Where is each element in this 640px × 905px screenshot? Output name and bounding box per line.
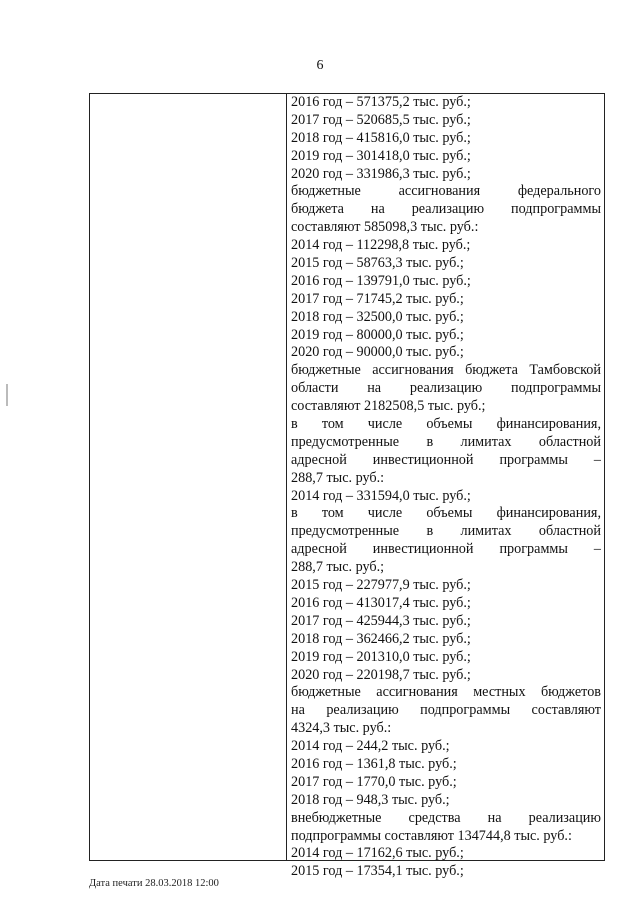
text-line: предусмотренные в лимитах областной — [291, 433, 601, 450]
text-line: 2020 год – 90000,0 тыс. руб.; — [291, 344, 464, 361]
text-line: бюджетные ассигнования бюджета Тамбовской — [291, 362, 601, 379]
text-line: бюджетные ассигнования местных бюджетов — [291, 684, 601, 701]
text-line: 2017 год – 425944,3 тыс. руб.; — [291, 612, 471, 629]
text-line: 2020 год – 331986,3 тыс. руб.; — [291, 165, 471, 182]
text-line: в том числе объемы финансирования, — [291, 505, 601, 522]
text-line: 2019 год – 201310,0 тыс. руб.; — [291, 648, 471, 665]
text-line: 2017 год – 520685,5 тыс. руб.; — [291, 111, 471, 128]
text-line: 2015 год – 227977,9 тыс. руб.; — [291, 577, 471, 594]
table-right-cell — [291, 94, 601, 881]
text-line: адресной инвестиционной программы – — [291, 451, 601, 468]
text-line: на реализацию подпрограммы составляют — [291, 702, 601, 719]
text-line: подпрограммы составляют 134744,8 тыс. руб.: — [291, 827, 572, 844]
text-line: 2017 год – 71745,2 тыс. руб.; — [291, 290, 464, 307]
text-line: 288,7 тыс. руб.; — [291, 559, 385, 576]
print-date-footer: Дата печати 28.03.2018 12:00 — [89, 878, 219, 889]
text-line: 2020 год – 220198,7 тыс. руб.; — [291, 666, 471, 683]
text-line: 2019 год – 301418,0 тыс. руб.; — [291, 147, 471, 164]
text-line: 2014 год – 331594,0 тыс. руб.; — [291, 487, 471, 504]
text-line: 288,7 тыс. руб.: — [291, 469, 385, 486]
text-line: 2016 год – 571375,2 тыс. руб.; — [291, 94, 471, 110]
text-line: 2014 год – 244,2 тыс. руб.; — [291, 738, 450, 755]
scan-margin-mark — [6, 384, 8, 406]
text-line: адресной инвестиционной программы – — [291, 541, 601, 558]
text-line: 2018 год – 362466,2 тыс. руб.; — [291, 630, 471, 647]
text-line: 2016 год – 413017,4 тыс. руб.; — [291, 594, 471, 611]
text-line: 2018 год – 32500,0 тыс. руб.; — [291, 308, 464, 325]
text-line: бюджетные ассигнования федерального — [291, 183, 601, 200]
page-number: 6 — [316, 58, 324, 73]
text-line: внебюджетные средства на реализацию — [291, 809, 601, 826]
text-line: 4324,3 тыс. руб.: — [291, 720, 392, 737]
text-line: составляют 585098,3 тыс. руб.: — [291, 219, 479, 236]
text-line: бюджета на реализацию подпрограммы — [291, 201, 601, 218]
text-line: 2019 год – 80000,0 тыс. руб.; — [291, 326, 464, 343]
text-line: составляют 2182508,5 тыс. руб.; — [291, 398, 486, 415]
text-line: 2016 год – 1361,8 тыс. руб.; — [291, 755, 457, 772]
table-column-divider — [286, 93, 287, 861]
text-line: 2018 год – 948,3 тыс. руб.; — [291, 791, 450, 808]
text-line: 2015 год – 58763,3 тыс. руб.; — [291, 255, 464, 272]
text-line: области на реализацию подпрограммы — [291, 380, 601, 397]
text-line: 2014 год – 17162,6 тыс. руб.; — [291, 845, 464, 862]
text-line: 2015 год – 17354,1 тыс. руб.; — [291, 863, 464, 880]
text-line: 2014 год – 112298,8 тыс. руб.; — [291, 237, 471, 254]
text-line: 2018 год – 415816,0 тыс. руб.; — [291, 129, 471, 146]
text-line: в том числе объемы финансирования, — [291, 416, 601, 433]
text-line: предусмотренные в лимитах областной — [291, 523, 601, 540]
text-line: 2016 год – 139791,0 тыс. руб.; — [291, 272, 471, 289]
text-line: 2017 год – 1770,0 тыс. руб.; — [291, 773, 457, 790]
